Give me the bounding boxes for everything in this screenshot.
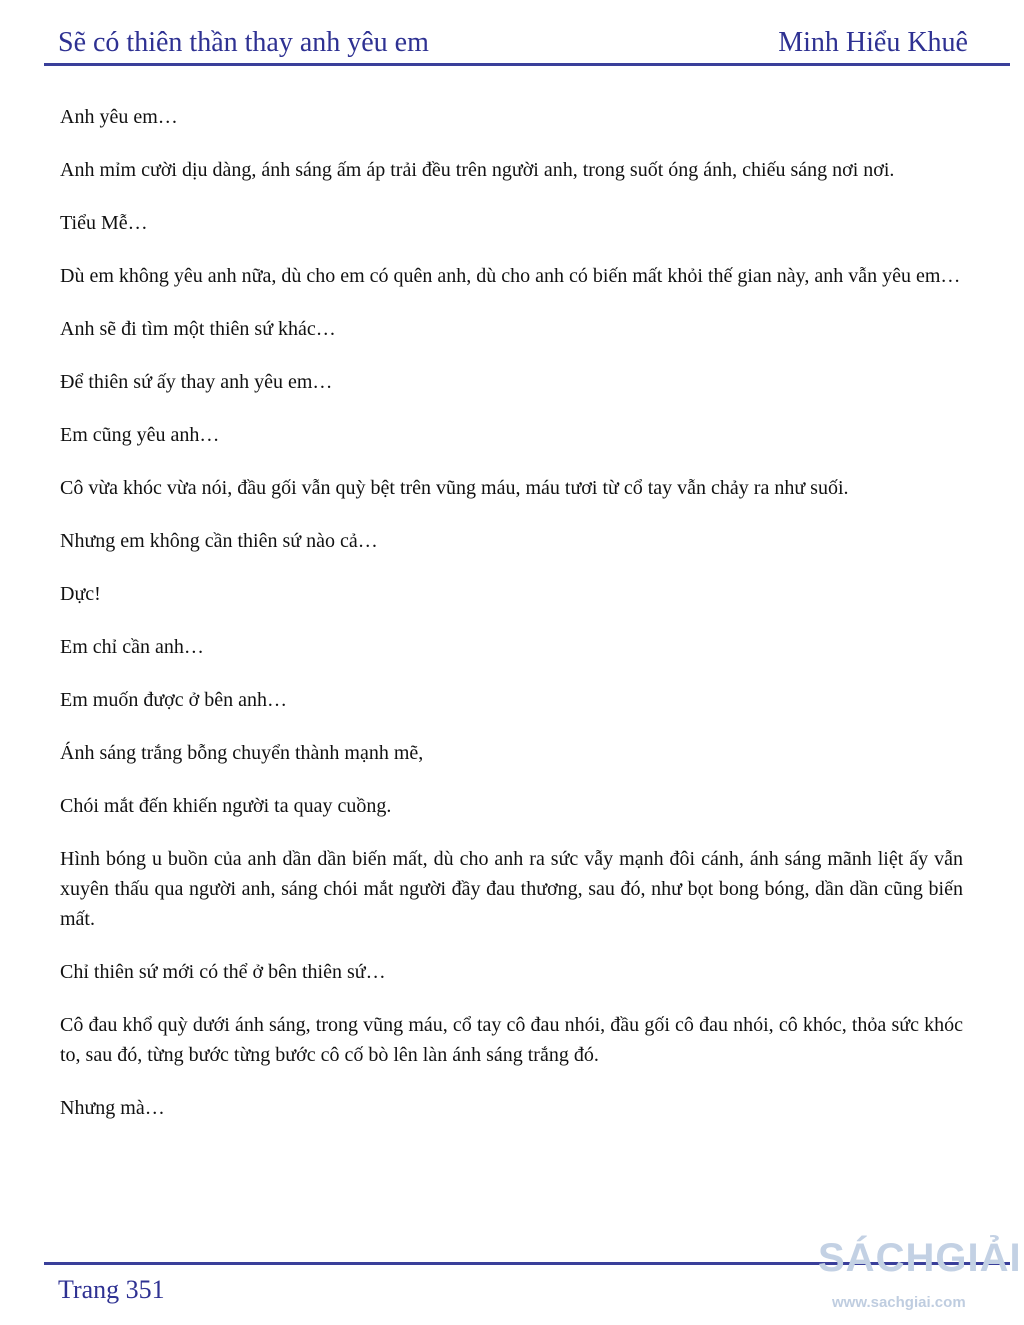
paragraph: Dực! <box>60 583 101 605</box>
page-body <box>60 102 963 1146</box>
header-rule <box>44 63 1010 66</box>
paragraph: Em cũng yêu anh… <box>60 424 220 446</box>
page-header <box>58 26 968 60</box>
paragraph: Dù em không yêu anh nữa, dù cho em có quên anh, dù cho anh có biến mất khỏi thế gian này, anh vẫn yêu em… <box>60 265 961 287</box>
paragraph: Anh yêu em… <box>60 106 178 128</box>
paragraph: Anh sẽ đi tìm một thiên sứ khác… <box>60 318 336 340</box>
paragraph: Anh mỉm cười dịu dàng, ánh sáng ấm áp trải đều trên người anh, trong suốt óng ánh, chiếu sáng nơi nơi. <box>60 159 895 181</box>
paragraph: Cô vừa khóc vừa nói, đầu gối vẫn quỳ bệt trên vũng máu, máu tươi từ cổ tay vẫn chảy ra như suối. <box>60 477 849 499</box>
watermark-url: www.sachgiai.com <box>832 1294 966 1311</box>
watermark-logo: SÁCHGIẢI <box>818 1236 1022 1280</box>
book-title: Sẽ có thiên thần thay anh yêu em <box>58 27 429 58</box>
author-name: Minh Hiểu Khuê <box>778 27 968 58</box>
paragraph: Nhưng mà… <box>60 1097 165 1119</box>
paragraph: Tiểu Mễ… <box>60 212 148 234</box>
paragraph: Để thiên sứ ấy thay anh yêu em… <box>60 371 333 393</box>
paragraph: Em chỉ cần anh… <box>60 636 204 658</box>
paragraph: Chỉ thiên sứ mới có thể ở bên thiên sứ… <box>60 961 386 983</box>
paragraph: Em muốn được ở bên anh… <box>60 689 287 711</box>
page-number: Trang 351 <box>58 1275 165 1304</box>
paragraph: Cô đau khổ quỳ dưới ánh sáng, trong vũng máu, cổ tay cô đau nhói, đầu gối cô đau nhói, cô khóc, thỏa sức khóc to, sau đó, từng bước từng bước cô cố bò lên làn ánh sáng trắng đó. <box>60 1014 963 1066</box>
paragraph: Chói mắt đến khiến người ta quay cuồng. <box>60 795 392 817</box>
paragraph: Nhưng em không cần thiên sứ nào cả… <box>60 530 378 552</box>
paragraph: Hình bóng u buồn của anh dần dần biến mất, dù cho anh ra sức vẫy mạnh đôi cánh, ánh sáng mãnh liệt ấy vẫn xuyên thấu qua người anh, sáng chói mắt người đầy đau thương, sau đó, như bọt bong bóng, dần dần cũng biến mất. <box>60 848 963 930</box>
watermark <box>818 1224 1024 1325</box>
paragraph: Ánh sáng trắng bỗng chuyển thành mạnh mẽ, <box>60 742 424 764</box>
